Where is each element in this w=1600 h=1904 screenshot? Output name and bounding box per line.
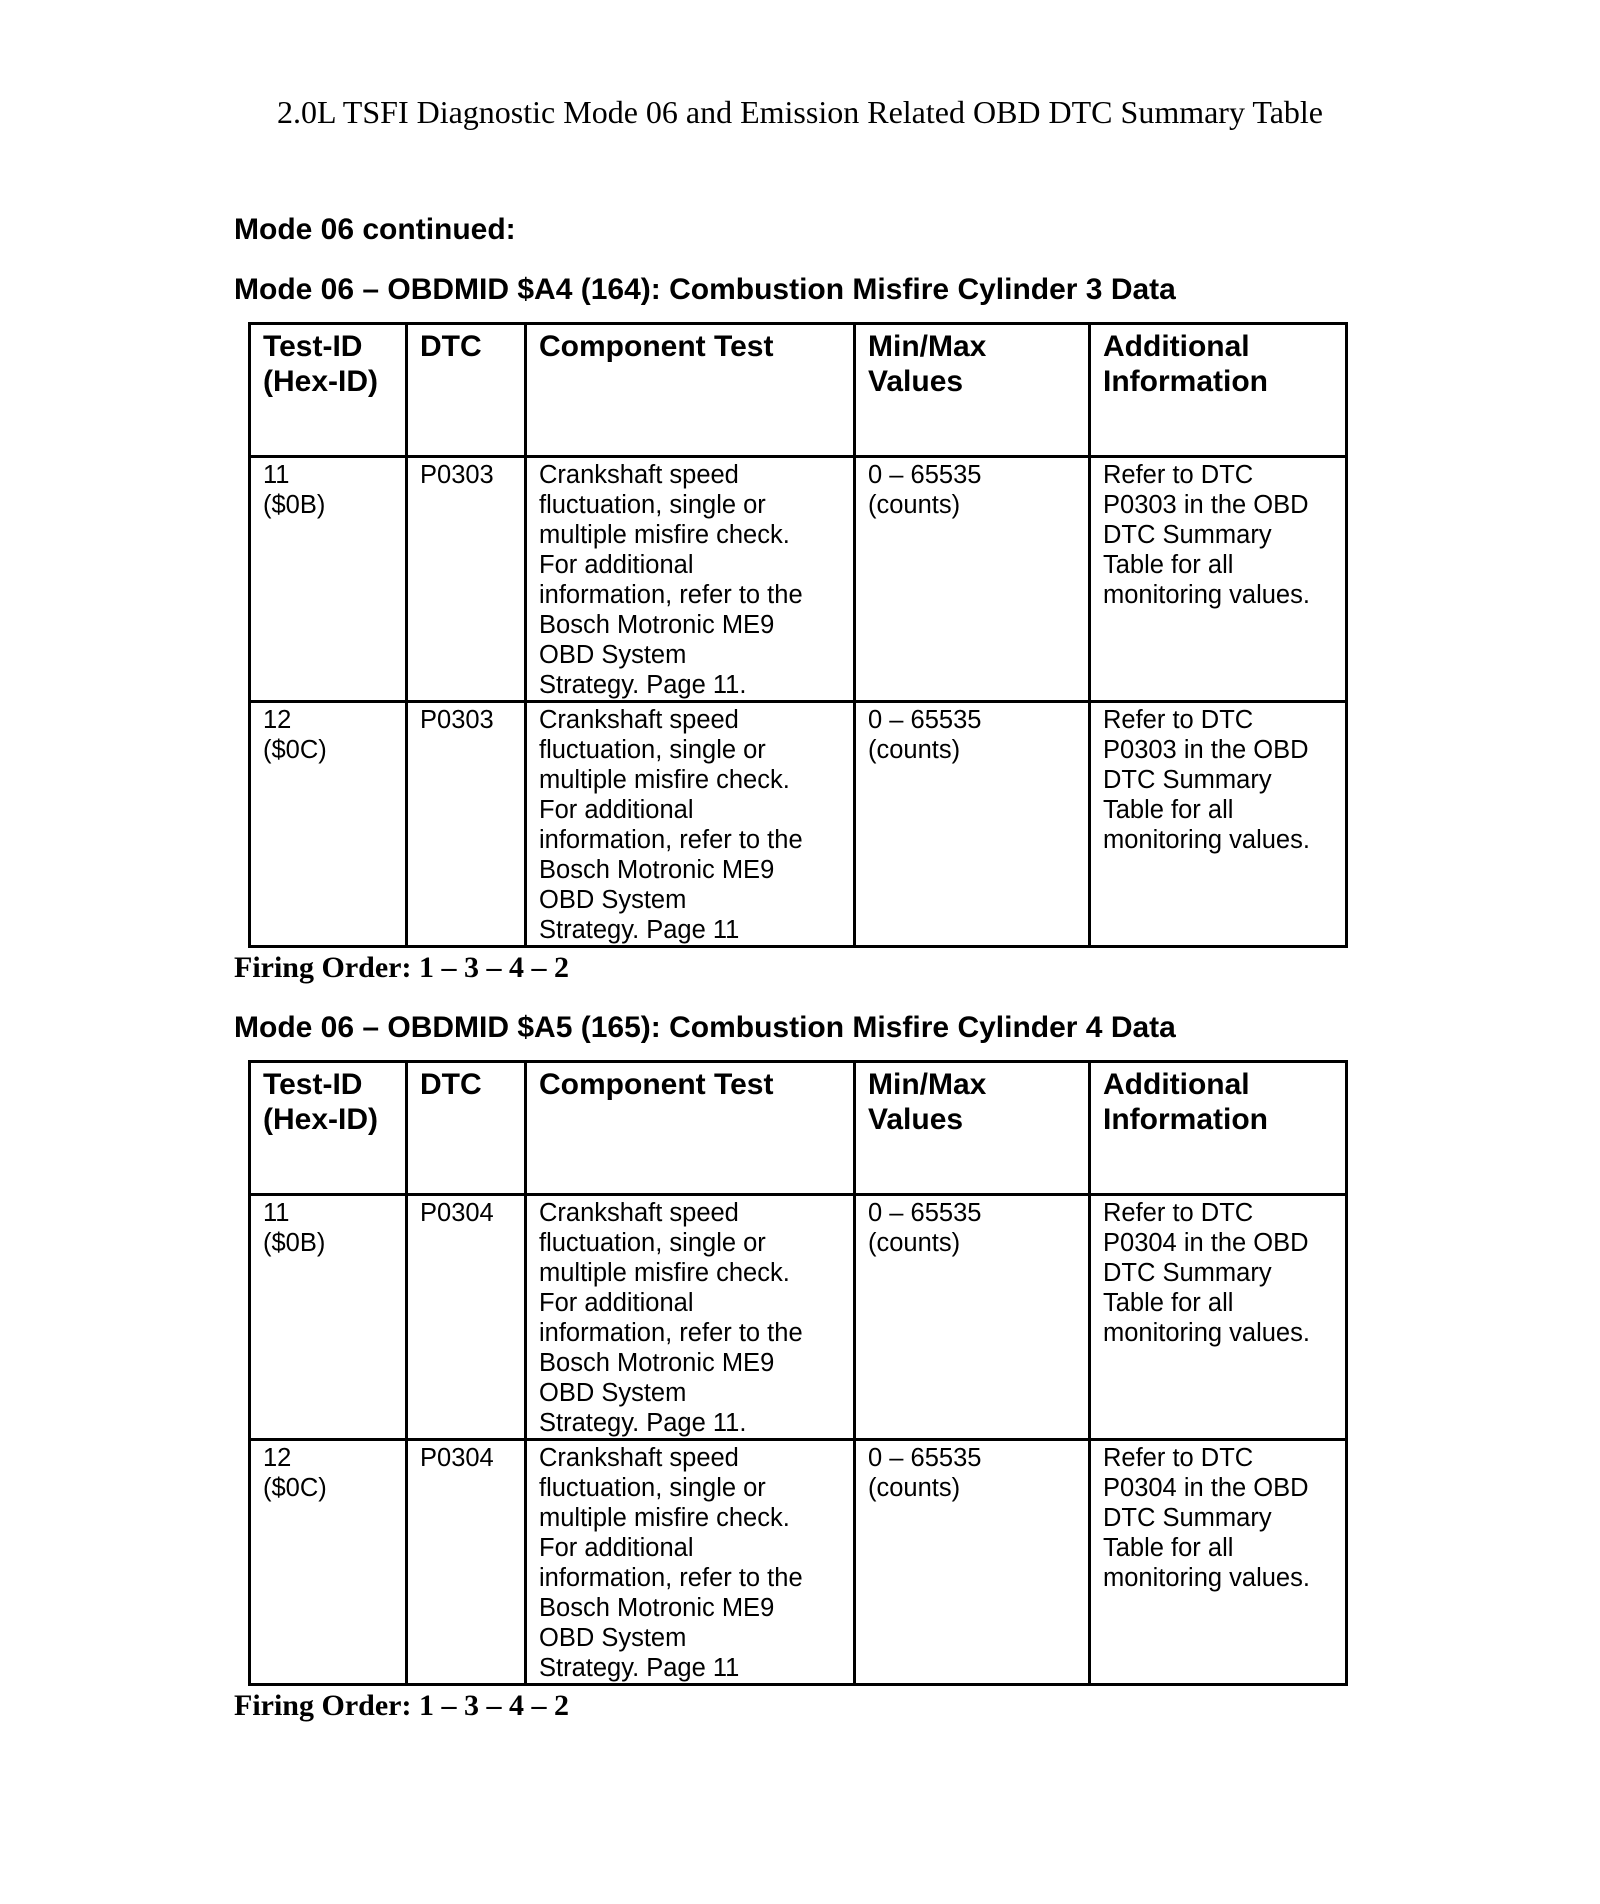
column-header-dtc — [407, 1062, 526, 1195]
column-header-line: Test-ID — [263, 330, 363, 363]
cell-test-id — [250, 1440, 407, 1685]
cell-line: P0304 — [420, 1199, 494, 1227]
cell-line: DTC Summary — [1103, 766, 1272, 794]
mode06-section-1 — [234, 272, 1354, 986]
column-header-component-test — [526, 324, 855, 457]
cell-line: Table for all — [1103, 1534, 1234, 1562]
column-header-test-id — [250, 324, 407, 457]
header-row — [250, 324, 1347, 457]
cell-line: P0304 — [420, 1444, 494, 1472]
column-header-line: Min/Max — [868, 330, 987, 363]
cell-line: multiple misfire check. — [539, 1259, 790, 1287]
cell-line: For additional — [539, 796, 694, 824]
cell-line: Bosch Motronic ME9 — [539, 611, 775, 639]
cell-line: fluctuation, single or — [539, 736, 766, 764]
cell-component-test — [526, 457, 855, 702]
cell-additional-information — [1090, 1440, 1347, 1685]
column-header-line: Test-ID — [263, 1068, 363, 1101]
cell-min-max-values — [855, 702, 1090, 947]
cell-line: 0 – 65535 — [868, 1199, 982, 1227]
table-header — [250, 324, 1347, 457]
cell-line: monitoring values. — [1103, 826, 1310, 854]
cell-component-test — [526, 1440, 855, 1685]
cell-line: ($0C) — [263, 736, 327, 764]
table-row — [250, 702, 1347, 947]
cell-line: information, refer to the — [539, 581, 803, 609]
cell-line: Refer to DTC — [1103, 1199, 1254, 1227]
cell-line: monitoring values. — [1103, 1319, 1310, 1347]
cell-line: OBD System — [539, 1624, 687, 1652]
cell-line: OBD System — [539, 886, 687, 914]
section-title: Mode 06 – OBDMID $A5 (165): Combustion Misfire Cylinder 4 Data — [234, 1011, 1176, 1044]
cell-test-id — [250, 1195, 407, 1440]
cell-line: multiple misfire check. — [539, 521, 790, 549]
cell-line: (counts) — [868, 1474, 961, 1502]
cell-line: multiple misfire check. — [539, 1504, 790, 1532]
table-row — [250, 1440, 1347, 1685]
table-header — [250, 1062, 1347, 1195]
cell-line: ($0B) — [263, 1229, 326, 1257]
cell-line: Bosch Motronic ME9 — [539, 856, 775, 884]
cell-line: ($0B) — [263, 491, 326, 519]
cell-component-test — [526, 702, 855, 947]
table-body — [250, 457, 1347, 947]
cell-test-id — [250, 702, 407, 947]
header-row — [250, 1062, 1347, 1195]
mode06-table — [248, 1060, 1348, 1686]
column-header-min-max-values — [855, 1062, 1090, 1195]
cell-line: Crankshaft speed — [539, 706, 739, 734]
cell-line: Table for all — [1103, 1289, 1234, 1317]
cell-additional-information — [1090, 457, 1347, 702]
cell-line: 12 — [263, 706, 292, 734]
cell-line: monitoring values. — [1103, 581, 1310, 609]
mode06-table — [248, 322, 1348, 948]
column-header-line: Values — [868, 365, 964, 398]
column-header-line: Information — [1103, 365, 1268, 398]
cell-line: Table for all — [1103, 796, 1234, 824]
cell-line: 11 — [263, 1199, 290, 1227]
cell-line: Crankshaft speed — [539, 1444, 739, 1472]
cell-line: fluctuation, single or — [539, 1474, 766, 1502]
cell-line: ($0C) — [263, 1474, 327, 1502]
firing-order: Firing Order: 1 – 3 – 4 – 2 — [234, 1689, 569, 1722]
cell-line: P0303 — [420, 461, 494, 489]
cell-dtc — [407, 457, 526, 702]
cell-line: fluctuation, single or — [539, 491, 766, 519]
cell-line: information, refer to the — [539, 1319, 803, 1347]
cell-line: Strategy. Page 11 — [539, 1654, 740, 1682]
cell-line: P0303 in the OBD — [1103, 736, 1309, 764]
section-intro: Mode 06 continued: — [234, 213, 516, 246]
table-body — [250, 1195, 1347, 1685]
cell-test-id — [250, 457, 407, 702]
cell-line: Refer to DTC — [1103, 706, 1254, 734]
mode06-section-2 — [234, 1010, 1354, 1724]
cell-line: P0303 in the OBD — [1103, 491, 1309, 519]
column-header-line: Component Test — [539, 330, 774, 363]
cell-line: Crankshaft speed — [539, 1199, 739, 1227]
cell-component-test — [526, 1195, 855, 1440]
cell-line: Strategy. Page 11. — [539, 671, 747, 699]
cell-line: P0304 in the OBD — [1103, 1229, 1309, 1257]
section-title: Mode 06 – OBDMID $A4 (164): Combustion Misfire Cylinder 3 Data — [234, 273, 1176, 306]
column-header-line: Min/Max — [868, 1068, 987, 1101]
cell-line: DTC Summary — [1103, 1259, 1272, 1287]
cell-line: fluctuation, single or — [539, 1229, 766, 1257]
cell-line: Refer to DTC — [1103, 1444, 1254, 1472]
column-header-line: Additional — [1103, 1068, 1250, 1101]
cell-min-max-values — [855, 457, 1090, 702]
cell-min-max-values — [855, 1440, 1090, 1685]
cell-line: DTC Summary — [1103, 521, 1272, 549]
cell-min-max-values — [855, 1195, 1090, 1440]
cell-line: (counts) — [868, 1229, 961, 1257]
column-header-line: (Hex-ID) — [263, 1103, 379, 1136]
column-header-line: DTC — [420, 1068, 482, 1101]
cell-line: 11 — [263, 461, 290, 489]
cell-line: monitoring values. — [1103, 1564, 1310, 1592]
cell-line: For additional — [539, 1534, 694, 1562]
firing-order: Firing Order: 1 – 3 – 4 – 2 — [234, 951, 569, 984]
cell-line: OBD System — [539, 1379, 687, 1407]
cell-line: Bosch Motronic ME9 — [539, 1594, 775, 1622]
column-header-min-max-values — [855, 324, 1090, 457]
cell-line: information, refer to the — [539, 1564, 803, 1592]
cell-line: 0 – 65535 — [868, 461, 982, 489]
cell-line: Table for all — [1103, 551, 1234, 579]
cell-line: multiple misfire check. — [539, 766, 790, 794]
column-header-line: Additional — [1103, 330, 1250, 363]
cell-line: Strategy. Page 11 — [539, 916, 740, 944]
table-row — [250, 457, 1347, 702]
cell-line: OBD System — [539, 641, 687, 669]
table-row — [250, 1195, 1347, 1440]
cell-line: For additional — [539, 1289, 694, 1317]
column-header-line: Component Test — [539, 1068, 774, 1101]
column-header-additional-information — [1090, 1062, 1347, 1195]
cell-line: 0 – 65535 — [868, 706, 982, 734]
cell-line: information, refer to the — [539, 826, 803, 854]
cell-line: (counts) — [868, 736, 961, 764]
column-header-line: Information — [1103, 1103, 1268, 1136]
cell-additional-information — [1090, 1195, 1347, 1440]
cell-line: Bosch Motronic ME9 — [539, 1349, 775, 1377]
column-header-component-test — [526, 1062, 855, 1195]
cell-line: P0304 in the OBD — [1103, 1474, 1309, 1502]
cell-line: For additional — [539, 551, 694, 579]
cell-line: Refer to DTC — [1103, 461, 1254, 489]
column-header-additional-information — [1090, 324, 1347, 457]
cell-additional-information — [1090, 702, 1347, 947]
column-header-test-id — [250, 1062, 407, 1195]
cell-dtc — [407, 1195, 526, 1440]
cell-dtc — [407, 1440, 526, 1685]
page-header: 2.0L TSFI Diagnostic Mode 06 and Emission Related OBD DTC Summary Table — [277, 94, 1323, 130]
column-header-line: (Hex-ID) — [263, 365, 379, 398]
cell-dtc — [407, 702, 526, 947]
cell-line: Strategy. Page 11. — [539, 1409, 747, 1437]
cell-line: 12 — [263, 1444, 292, 1472]
cell-line: (counts) — [868, 491, 961, 519]
column-header-dtc — [407, 324, 526, 457]
cell-line: P0303 — [420, 706, 494, 734]
cell-line: DTC Summary — [1103, 1504, 1272, 1532]
cell-line: 0 – 65535 — [868, 1444, 982, 1472]
cell-line: Crankshaft speed — [539, 461, 739, 489]
column-header-line: Values — [868, 1103, 964, 1136]
column-header-line: DTC — [420, 330, 482, 363]
